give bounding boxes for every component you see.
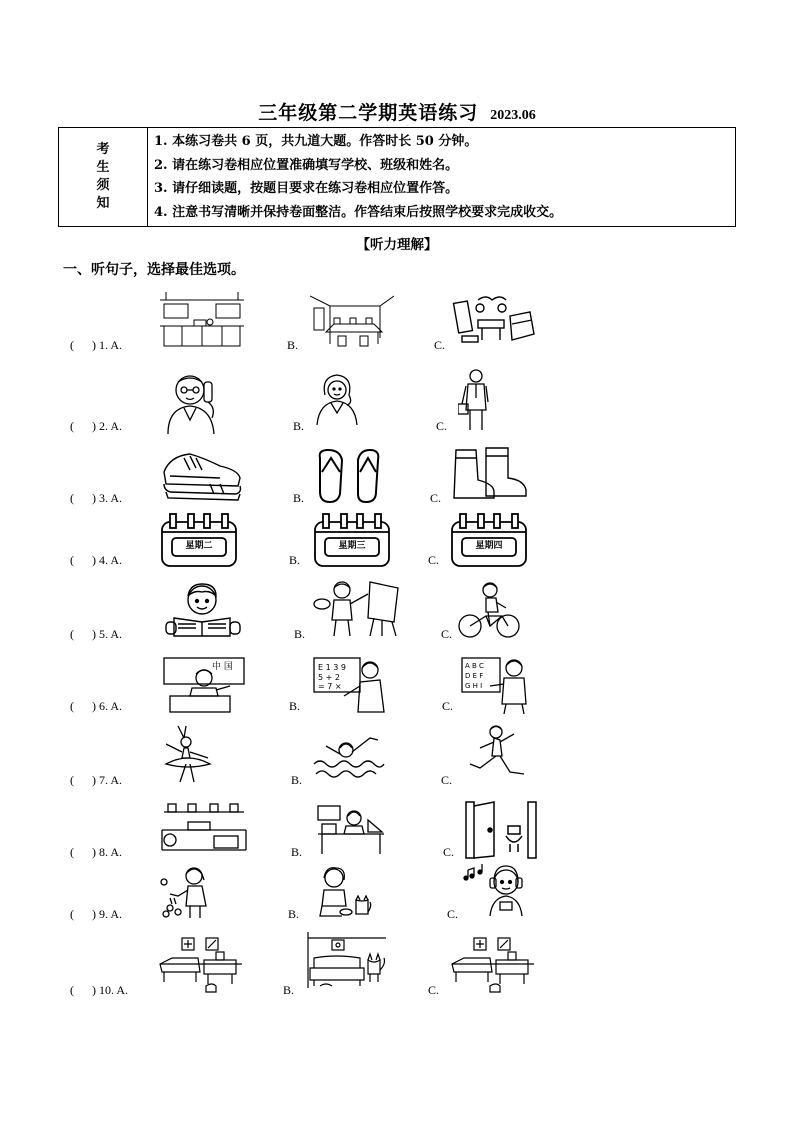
option-b-label: B. xyxy=(283,983,295,997)
kitchen-picture xyxy=(160,292,244,348)
option-b-label: B. xyxy=(289,553,301,567)
chinese-teacher-picture xyxy=(160,656,248,714)
sofa-room-with-cat-picture xyxy=(306,930,388,992)
sneakers-picture xyxy=(160,448,244,502)
calendar-label: 星期四 xyxy=(475,541,503,551)
runner-picture xyxy=(466,724,528,784)
question-7-answer-blank[interactable]: ( ) 7. A. xyxy=(70,773,122,787)
man-with-briefcase-picture xyxy=(458,368,494,432)
notice-table xyxy=(58,127,736,227)
english-teacher-picture xyxy=(460,656,532,714)
option-c-label: C. xyxy=(428,553,440,567)
woman-picture xyxy=(313,373,361,425)
dining-room-picture xyxy=(310,292,394,348)
option-c-label: C. xyxy=(430,491,442,505)
question-2-answer-blank[interactable]: ( ) 2. A. xyxy=(70,419,122,433)
toilet-picture xyxy=(464,800,538,860)
svg-text:A B C: A B C xyxy=(465,662,484,670)
svg-text:= 7 ×: = 7 × xyxy=(318,682,342,691)
rule-line: 1. 本练习卷共 6 页，共九道大题。作答时长 50 分钟。 xyxy=(154,134,478,149)
option-c-label: C. xyxy=(442,699,454,713)
office-picture xyxy=(316,804,386,856)
svg-text:D E F: D E F xyxy=(465,672,484,680)
question-1-answer-blank[interactable]: ( ) 1. A. xyxy=(70,338,122,352)
option-c-label: C. xyxy=(436,419,448,433)
option-b-label: B. xyxy=(288,907,300,921)
option-c-label: C. xyxy=(428,983,440,997)
option-b-label: B. xyxy=(293,491,305,505)
option-b-label: B. xyxy=(294,627,306,641)
calendar-label: 星期二 xyxy=(185,541,213,551)
exam-title: 三年级第二学期英语练习 xyxy=(258,102,479,124)
side-char: 须 xyxy=(96,178,110,193)
girl-watering-flowers-picture xyxy=(158,864,216,920)
living-room-picture xyxy=(452,294,536,348)
grandfather-on-phone-picture xyxy=(160,372,230,434)
side-char: 考 xyxy=(96,142,110,157)
rule-line: 4. 注意书写清晰并保持卷面整洁。作答结束后按照学校要求完成收交。 xyxy=(154,204,563,220)
swimmer-picture xyxy=(312,730,386,780)
math-teacher-picture xyxy=(312,656,386,714)
option-c-label: C. xyxy=(434,338,446,352)
section-title: 【听力理解】 xyxy=(356,237,438,253)
boy-reading-picture xyxy=(160,582,246,638)
svg-text:G H I: G H I xyxy=(465,682,483,690)
exam-date: 2023.06 xyxy=(490,108,536,123)
flip-flops-picture xyxy=(314,448,384,504)
question-8-answer-blank[interactable]: ( ) 8. A. xyxy=(70,845,122,859)
rule-line: 2. 请在练习卷相应位置准确填写学校、班级和姓名。 xyxy=(154,157,459,173)
girl-listening-music-picture xyxy=(462,862,532,918)
rule-line: 3. 请仔细读题，按题目要求在练习卷相应位置作答。 xyxy=(154,181,459,196)
option-b-label: B. xyxy=(287,338,299,352)
option-c-label: C. xyxy=(443,845,455,859)
notice-rules xyxy=(148,128,736,227)
option-b-label: B. xyxy=(291,773,303,787)
boy-painting-picture xyxy=(312,578,404,638)
question-10-answer-blank[interactable]: ( ) 10. A. xyxy=(70,983,128,997)
option-b-label: B. xyxy=(289,699,301,713)
page-title xyxy=(0,98,794,125)
notice-side-label xyxy=(59,128,148,227)
ballet-dancer-picture xyxy=(160,724,218,784)
option-c-label: C. xyxy=(447,907,459,921)
question-5-answer-blank[interactable]: ( ) 5. A. xyxy=(70,627,122,641)
side-char: 知 xyxy=(96,196,110,211)
option-c-label: C. xyxy=(441,627,453,641)
question-6-answer-blank[interactable]: ( ) 6. A. xyxy=(70,699,122,713)
question-9-answer-blank[interactable]: ( ) 9. A. xyxy=(70,907,122,921)
boots-picture xyxy=(450,446,528,502)
board-label: 中 国 xyxy=(212,662,233,672)
question-4-answer-blank[interactable]: ( ) 4. A. xyxy=(70,553,122,567)
calendar-picture xyxy=(450,512,528,568)
calendar-picture xyxy=(160,512,238,568)
option-c-label: C. xyxy=(441,773,453,787)
boy-cycling-picture xyxy=(458,580,520,640)
calendar-label: 星期三 xyxy=(338,541,366,551)
part-title: 一、听句子，选择最佳选项。 xyxy=(63,262,245,278)
question-3-answer-blank[interactable]: ( ) 3. A. xyxy=(70,491,122,505)
option-b-label: B. xyxy=(293,419,305,433)
option-b-label: B. xyxy=(291,845,303,859)
canteen-picture xyxy=(158,802,248,858)
svg-text:E 1 3 9: E 1 3 9 xyxy=(318,663,346,672)
side-char: 生 xyxy=(96,160,110,175)
room-with-cat-picture xyxy=(450,936,536,994)
girl-feeding-cat-picture xyxy=(312,866,372,920)
calendar-picture xyxy=(313,512,391,568)
svg-text:5 + 2: 5 + 2 xyxy=(318,673,340,682)
room-with-cat-picture xyxy=(158,936,244,994)
